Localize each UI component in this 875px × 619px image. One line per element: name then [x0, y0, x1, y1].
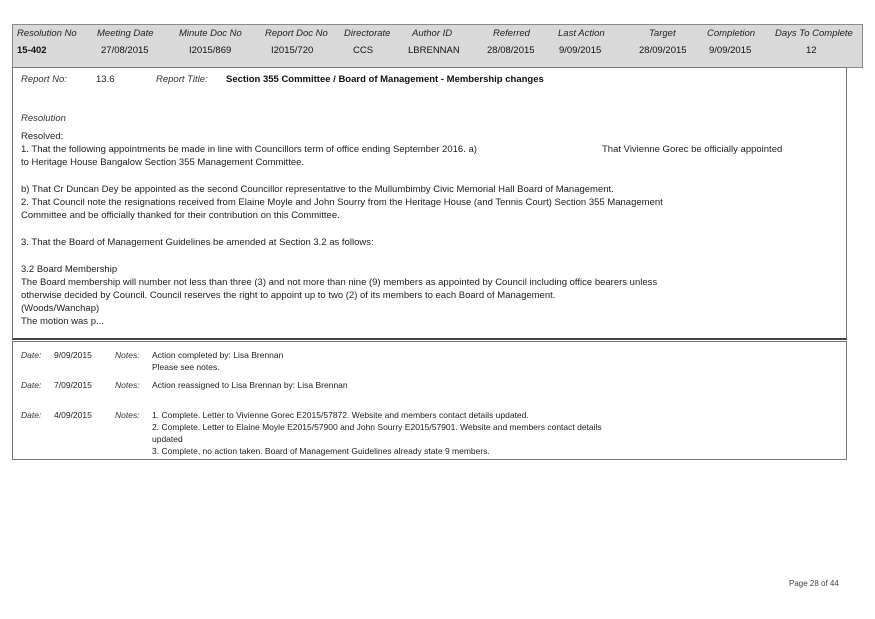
header-value-completion: 9/09/2015	[709, 45, 752, 56]
resolution-heading: Resolution	[21, 113, 66, 124]
header-value-report-doc-no: I2015/720	[271, 45, 314, 56]
header-value-meeting-date: 27/08/2015	[101, 45, 149, 56]
page-number: Page 28 of 44	[789, 579, 839, 588]
header-value-last-action: 9/09/2015	[559, 45, 602, 56]
resolution-line: 3. That the Board of Management Guidelines be amended at Section 3.2 as follows:	[21, 237, 374, 248]
header-label-referred: Referred	[493, 28, 530, 39]
header-value-directorate: CCS	[353, 45, 374, 56]
header-value-referred: 28/08/2015	[487, 45, 535, 56]
note-line: Action reassigned to Lisa Brennan by: Lisa Brennan	[152, 380, 348, 390]
resolution-line: The Board membership will number not less than three (3) and not more than nine (9) members as appointed by Council including office bearers unless	[21, 277, 658, 288]
resolution-line: Committee and be officially thanked for their contribution on this Committee.	[21, 210, 340, 221]
report-no-value: 13.6	[96, 74, 115, 85]
note-date-label: Date:	[21, 380, 42, 390]
header-value-author-id: LBRENNAN	[408, 45, 460, 56]
header-label-author-id: Author ID	[412, 28, 453, 39]
note-date-label: Date:	[21, 410, 42, 420]
report-no-label: Report No:	[21, 74, 67, 85]
note-line: Please see notes.	[152, 362, 220, 372]
resolution-line: The motion was p...	[21, 316, 104, 327]
note-notes-label: Notes:	[115, 410, 140, 420]
note-date: 7/09/2015	[54, 380, 92, 390]
header-band	[12, 24, 863, 68]
header-label-meeting-date: Meeting Date	[97, 28, 154, 39]
note-date: 9/09/2015	[54, 350, 92, 360]
resolution-line: That Vivienne Gorec be officially appointed	[602, 144, 783, 155]
header-label-report-doc-no: Report Doc No	[265, 28, 328, 39]
note-date: 4/09/2015	[54, 410, 92, 420]
resolution-line: 1. That the following appointments be made in line with Councillors term of office ending September 2016. a)	[21, 144, 477, 155]
header-label-completion: Completion	[707, 28, 756, 39]
report-title-label: Report Title:	[156, 74, 208, 85]
header-label-target: Target	[649, 28, 676, 39]
header-label-days-to-complete: Days To Complete	[775, 28, 853, 39]
note-notes-label: Notes:	[115, 380, 140, 390]
resolution-line: Resolved:	[21, 131, 64, 142]
header-value-target: 28/09/2015	[639, 45, 687, 56]
resolution-line: to Heritage House Bangalow Section 355 Management Committee.	[21, 157, 305, 168]
note-line: 1. Complete. Letter to Vivienne Gorec E2015/57872. Website and members contact details updated.	[152, 410, 529, 420]
resolution-line: 2. That Council note the resignations received from Elaine Moyle and John Sourry from the Heritage House (and Tennis Court) Section 355 Management	[21, 197, 663, 208]
notes-box	[12, 341, 847, 460]
header-label-last-action: Last Action	[558, 28, 605, 39]
note-date-label: Date:	[21, 350, 42, 360]
note-line: 2. Complete. Letter to Elaine Moyle E2015/57900 and John Sourry E2015/57901. Website and members contact details	[152, 422, 602, 432]
resolution-line: otherwise decided by Council. Council reserves the right to appoint up to two (2) of its members to each Board of Management.	[21, 290, 556, 301]
resolution-line: (Woods/Wanchap)	[21, 303, 100, 314]
header-value-minute-doc-no: I2015/869	[189, 45, 232, 56]
note-line: updated	[152, 434, 183, 444]
note-line: 3. Complete, no action taken. Board of Management Guidelines already state 9 members.	[152, 446, 490, 456]
header-label-directorate: Directorate	[344, 28, 391, 39]
resolution-box	[12, 67, 847, 340]
report-title: Section 355 Committee / Board of Management - Membership changes	[226, 74, 544, 85]
header-value-resolution-no: 15-402	[17, 45, 47, 56]
note-notes-label: Notes:	[115, 350, 140, 360]
header-label-minute-doc-no: Minute Doc No	[179, 28, 242, 39]
resolution-line: 3.2 Board Membership	[21, 264, 118, 275]
resolution-line: b) That Cr Duncan Dey be appointed as the second Councillor representative to the Mullumbimby Civic Memorial Hall Board of Management.	[21, 184, 614, 195]
header-value-days-to-complete: 12	[806, 45, 817, 56]
note-line: Action completed by: Lisa Brennan	[152, 350, 284, 360]
header-label-resolution-no: Resolution No	[17, 28, 77, 39]
